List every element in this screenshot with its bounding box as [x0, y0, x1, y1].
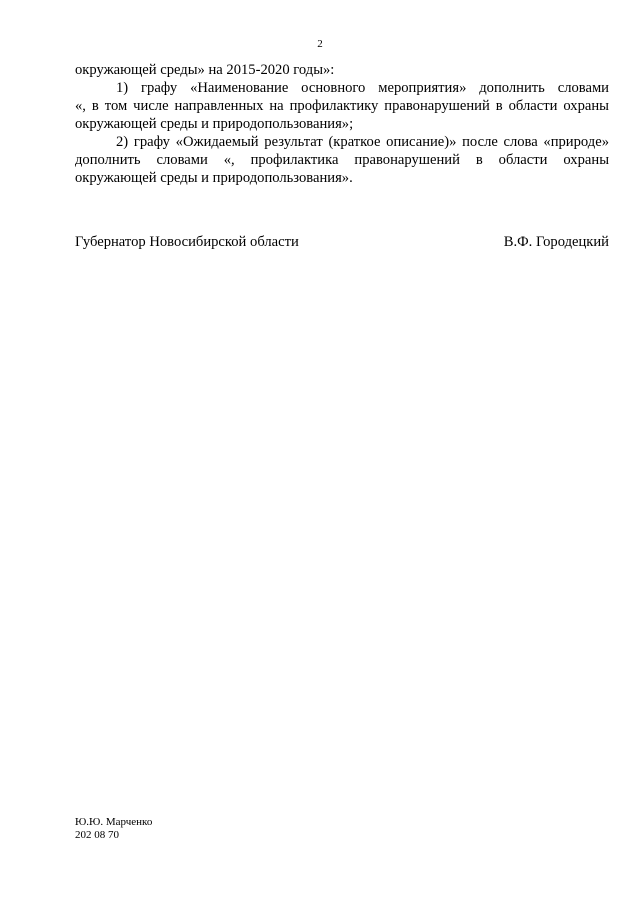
signature-block	[75, 233, 609, 251]
body-line-3: «, в том числе направленных на профилактику правонарушений в области охраны	[75, 98, 609, 114]
body-line-6: дополнить словами «, профилактика правонарушений в области охраны	[75, 152, 609, 168]
document-body	[75, 61, 609, 187]
executor-name: Ю.Ю. Марченко	[75, 816, 153, 828]
signatory-position: Губернатор Новосибирской области	[75, 234, 299, 250]
executor-block	[75, 816, 152, 842]
body-line-7: окружающей среды и природопользования».	[75, 170, 353, 186]
body-line-4: окружающей среды и природопользования»;	[75, 116, 354, 132]
page-number: 2	[317, 38, 323, 50]
body-line-2: 1) графу «Наименование основного мероприятия» дополнить словами	[116, 80, 609, 96]
body-line-5: 2) графу «Ожидаемый результат (краткое описание)» после слова «природе»	[116, 134, 609, 150]
executor-phone: 202 08 70	[75, 829, 119, 841]
signatory-name: В.Ф. Городецкий	[503, 234, 609, 250]
body-line-1: окружающей среды» на 2015-2020 годы»:	[75, 62, 335, 78]
